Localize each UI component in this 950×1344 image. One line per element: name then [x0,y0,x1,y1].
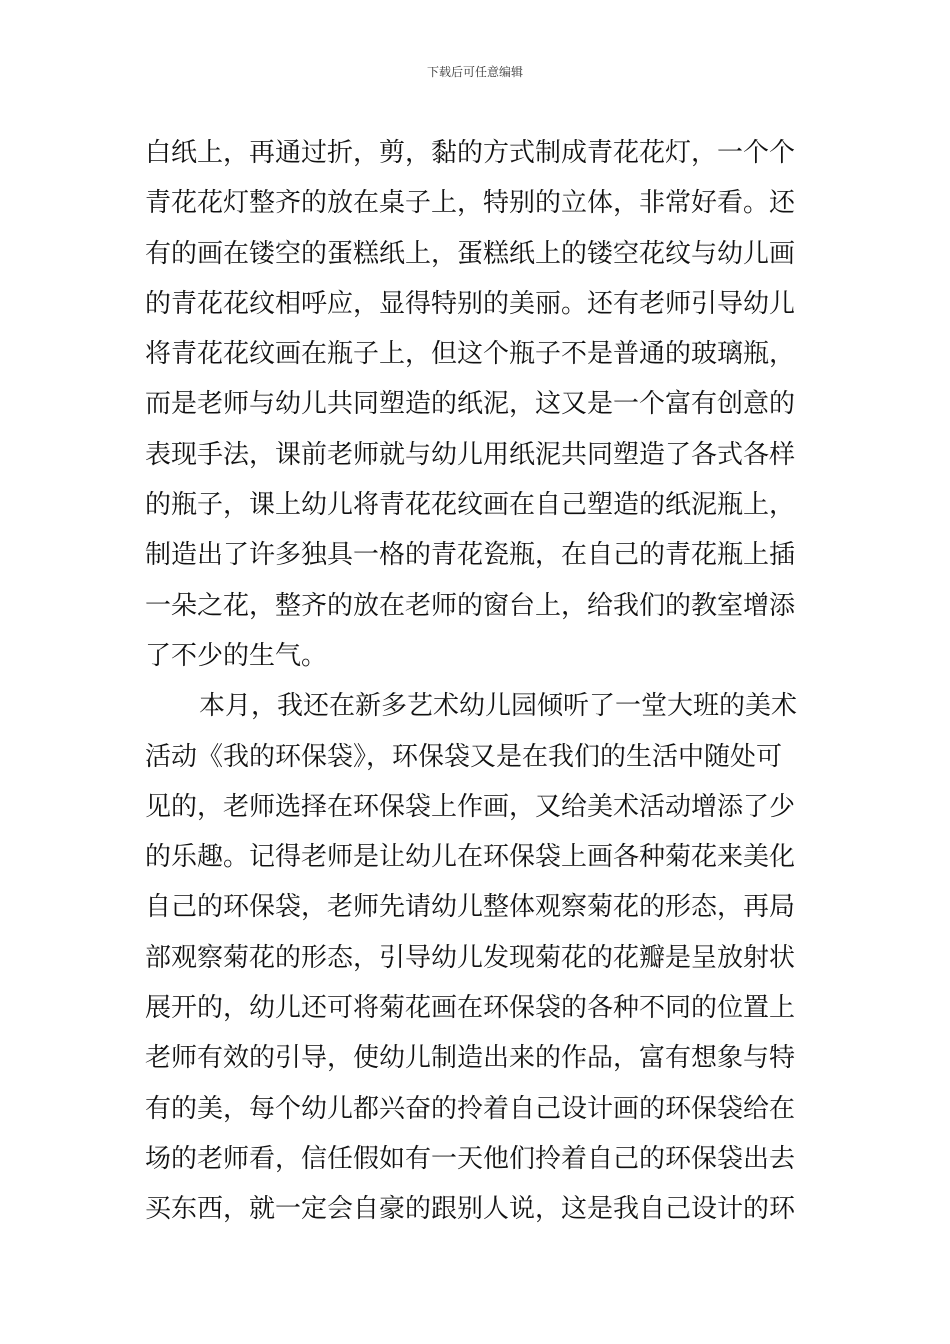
text-line: 青花花灯整齐的放在桌子上，特别的立体，非常好看。还 [145,188,796,219]
text-line: 展开的，幼儿还可将菊花画在环保袋的各种不同的位置上 [145,993,796,1024]
text-line: 的青花花纹相呼应，显得特别的美丽。还有老师引导幼儿 [145,288,796,319]
text-line: 部观察菊花的形态，引导幼儿发现菊花的花瓣是呈放射状 [145,942,796,973]
text-line: 一朵之花，整齐的放在老师的窗台上，给我们的教室增添 [145,590,796,621]
text-line: 表现手法，课前老师就与幼儿用纸泥共同塑造了各式各样 [145,439,796,470]
body-text [145,128,815,1235]
paragraph-first-line: 本月，我还在新多艺术幼儿园倾听了一堂大班的美术 [199,691,798,722]
text-line: 制造出了许多独具一格的青花瓷瓶，在自己的青花瓶上插 [145,540,796,571]
text-line: 的乐趣。记得老师是让幼儿在环保袋上画各种菊花来美化 [145,842,796,873]
text-line: 的瓶子，课上幼儿将青花花纹画在自己塑造的纸泥瓶上， [145,490,796,521]
text-line: 自己的环保袋，老师先请幼儿整体观察菊花的形态，再局 [145,892,796,923]
text-line: 有的美，每个幼儿都兴奋的拎着自己设计画的环保袋给在 [145,1093,796,1124]
page-header-note: 下载后可任意编辑 [426,65,523,79]
text-line: 场的老师看，信任假如有一天他们拎着自己的环保袋出去 [145,1143,796,1174]
text-line: 有的画在镂空的蛋糕纸上，蛋糕纸上的镂空花纹与幼儿画 [145,238,796,269]
text-line: 了不少的生气。 [145,640,328,671]
text-line: 见的，老师选择在环保袋上作画，又给美术活动增添了少 [145,791,796,822]
text-line: 白纸上，再通过折，剪，黏的方式制成青花花灯，一个个 [145,138,796,168]
text-line: 老师有效的引导，使幼儿制造出来的作品，富有想象与特 [145,1043,796,1074]
text-line: 买东西，就一定会自豪的跟别人说，这是我自己设计的环 [145,1194,796,1225]
text-line: 将青花花纹画在瓶子上，但这个瓶子不是普通的玻璃瓶， [145,339,796,370]
text-line: 活动《我的环保袋》，环保袋又是在我们的生活中随处可 [145,741,783,772]
text-line: 而是老师与幼儿共同塑造的纸泥，这又是一个富有创意的 [145,389,796,420]
